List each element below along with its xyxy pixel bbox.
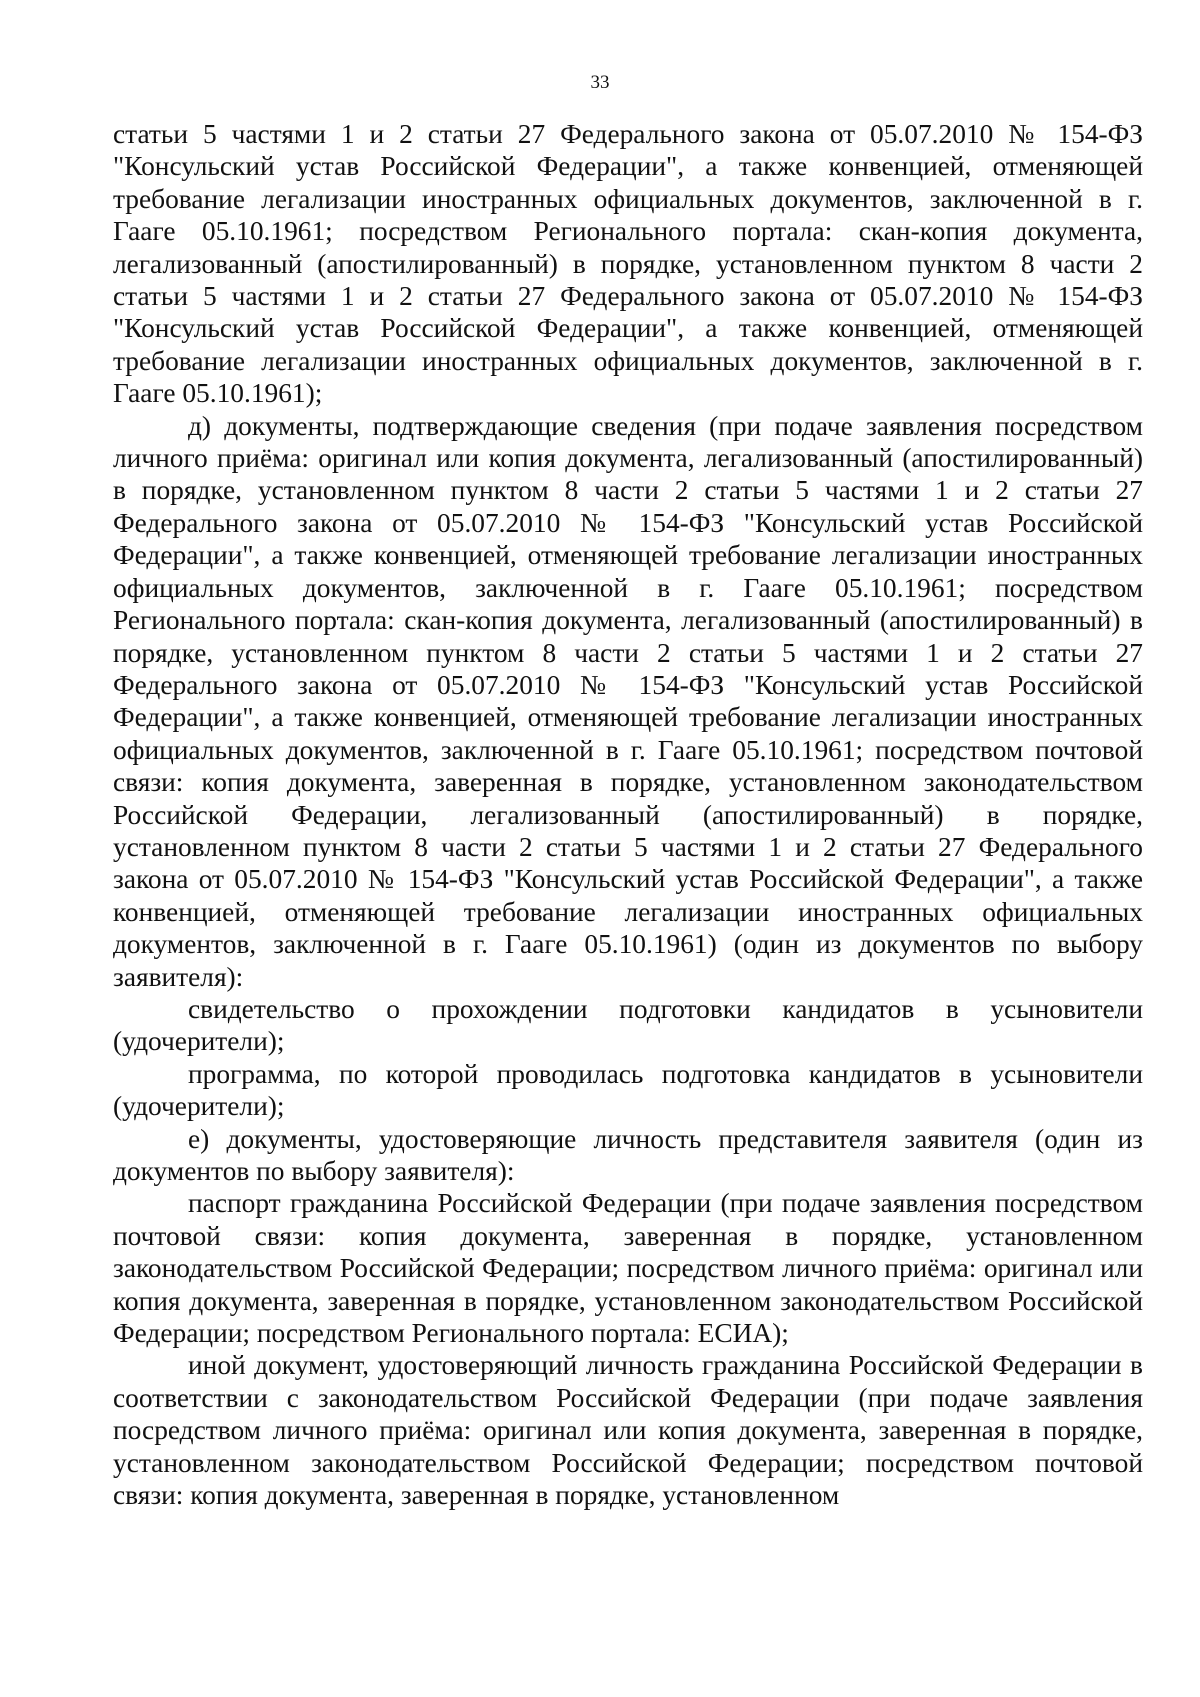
document-body	[113, 118, 1143, 1511]
paragraph-continuation: статьи 5 частями 1 и 2 статьи 27 Федерального закона от 05.07.2010 № 154-ФЗ "Консульский устав Российской Федерации", а также конвенцией, отменяющей требование легализации иностранных официальных документов, заключенной в г. Гааге 05.10.1961; посредством Регионального портала: скан-копия документа, легализованный (апостилированный) в порядке, установленном пунктом 8 части 2 статьи 5 частями 1 и 2 статьи 27 Федерального закона от 05.07.2010 № 154-ФЗ "Консульский устав Российской Федерации", а также конвенцией, отменяющей требование легализации иностранных официальных документов, заключенной в г. Гааге 05.10.1961);	[113, 119, 1143, 409]
paragraph-item-e: е) документы, удостоверяющие личность представителя заявителя (один из документов по выбору заявителя):	[113, 1123, 1143, 1186]
paragraph-other-document: иной документ, удостоверяющий личность гражданина Российской Федерации в соответствии с законодательством Российской Федерации (при подаче заявления посредством личного приёма: оригинал или копия документа, заверенная в порядке, установленном законодательством Российской Федерации; посредством почтовой связи: копия документа, заверенная в порядке, установленном	[113, 1350, 1143, 1511]
paragraph-program: программа, по которой проводилась подготовка кандидатов в усыновители (удочерители);	[113, 1058, 1143, 1122]
paragraph-certificate: свидетельство о прохождении подготовки кандидатов в усыновители (удочерители);	[113, 993, 1143, 1057]
paragraph-item-d: д) документы, подтверждающие сведения (при подаче заявления посредством личного приёма: оригинал или копия документа, легализованный (апостилированный) в порядке, установленном пунктом 8 части 2 статьи 5 частями 1 и 2 статьи 27 Федерального закона от 05.07.2010 № 154-ФЗ "Консульский устав Российской Федерации", а также конвенцией, отменяющей требование легализации иностранных официальных документов, заключенной в г. Гааге 05.10.1961; посредством Регионального портала: скан-копия документа, легализованный (апостилированный) в порядке, установленном пунктом 8 части 2 статьи 5 частями 1 и 2 статьи 27 Федерального закона от 05.07.2010 № 154-ФЗ "Консульский устав Российской Федерации", а также конвенцией, отменяющей требование легализации иностранных официальных документов, заключенной в г. Гааге 05.10.1961; посредством почтовой связи: копия документа, заверенная в порядке, установленном законодательством Российской Федерации, легализованный (апостилированный) в порядке, установленном пунктом 8 части 2 статьи 5 частями 1 и 2 статьи 27 Федерального закона от 05.07.2010 № 154-ФЗ "Консульский устав Российской Федерации", а также конвенцией, отменяющей требование легализации иностранных официальных документов, заключенной в г. Гааге 05.10.1961) (один из документов по выбору заявителя):	[113, 410, 1143, 992]
page-number: 33	[590, 72, 610, 93]
paragraph-passport: паспорт гражданина Российской Федерации (при подаче заявления посредством почтовой связи: копия документа, заверенная в порядке, установленном законодательством Российской Федерации; посредством личного приёма: оригинал или копия документа, заверенная в порядке, установленном законодательством Российской Федерации; посредством Регионального портала: ЕСИА);	[113, 1188, 1143, 1349]
